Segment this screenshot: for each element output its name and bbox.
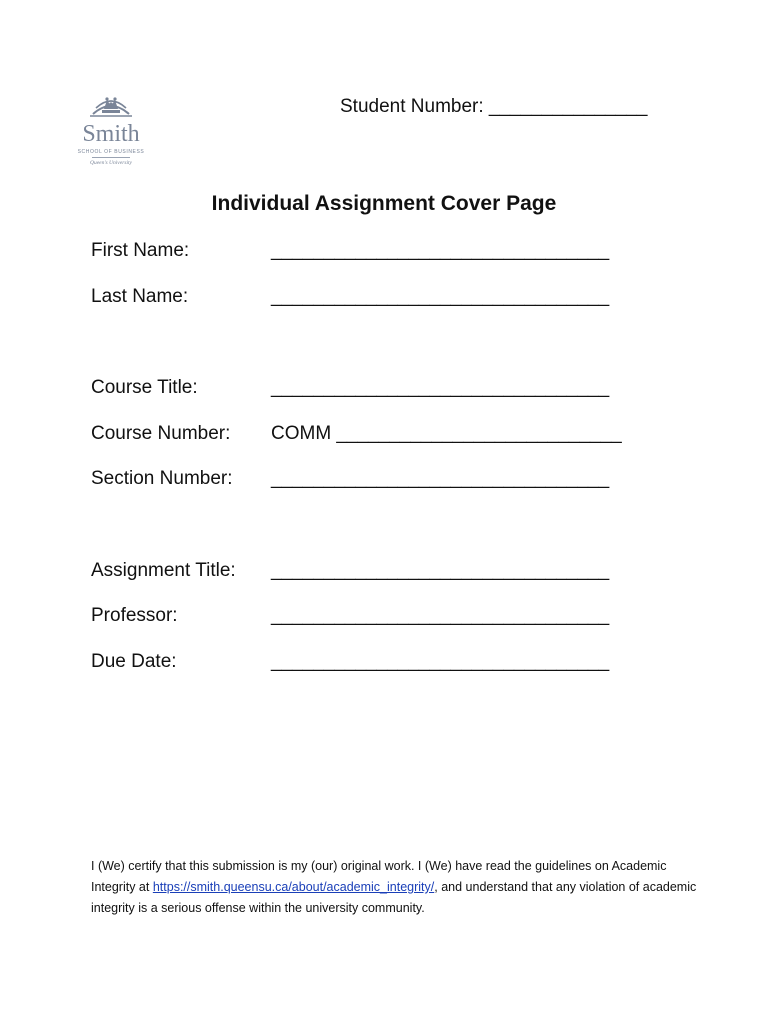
course-title-field[interactable]: ________________________________	[271, 377, 610, 398]
logo-wordmark: Smith	[82, 121, 140, 147]
last-name-label: Last Name:	[91, 286, 189, 307]
form-row-first-name	[91, 240, 691, 266]
logo-subtitle: SCHOOL OF BUSINESS	[77, 149, 145, 155]
form-row-section-number	[91, 468, 691, 494]
assignment-title-field[interactable]: ________________________________	[271, 560, 610, 581]
first-name-label: First Name:	[91, 240, 190, 261]
student-number-label: Student Number:	[340, 96, 484, 117]
form-row-course-title	[91, 377, 691, 403]
professor-field[interactable]: ________________________________	[271, 605, 610, 626]
logo-divider	[92, 157, 130, 158]
due-date-field[interactable]: ________________________________	[271, 651, 610, 672]
first-name-field[interactable]: ________________________________	[271, 240, 610, 261]
course-number-field[interactable]: COMM ___________________________	[271, 423, 622, 444]
due-date-label: Due Date:	[91, 651, 177, 672]
course-title-label: Course Title:	[91, 377, 198, 398]
professor-label: Professor:	[91, 605, 178, 626]
student-number-input[interactable]: _______________	[488, 96, 648, 117]
form-row-assignment-title	[91, 560, 691, 586]
page-title: Individual Assignment Cover Page	[211, 192, 557, 215]
form-row-course-number	[91, 423, 691, 449]
form-row-professor	[91, 605, 691, 631]
crown-icon	[76, 94, 146, 122]
section-number-label: Section Number:	[91, 468, 233, 489]
form-row-due-date	[91, 651, 691, 677]
logo-university: Queen's University	[90, 160, 132, 166]
smith-school-logo	[76, 94, 148, 174]
certification-text-after: , and understand that any violation of academic integrity is a serious offense within the university community.	[91, 880, 697, 915]
integrity-certification	[91, 856, 701, 919]
assignment-title-label: Assignment Title:	[91, 560, 236, 581]
section-number-field[interactable]: ________________________________	[271, 468, 610, 489]
form-row-last-name	[91, 286, 691, 312]
student-number-line	[340, 96, 647, 118]
certification-text-before: I (We) certify that this submission is my (our) original work. I (We) have read the guidelines on Academic Integrity at	[91, 859, 667, 894]
last-name-field[interactable]: ________________________________	[271, 286, 610, 307]
course-number-label: Course Number:	[91, 423, 231, 444]
academic-integrity-link[interactable]: https://smith.queensu.ca/about/academic_integrity/	[152, 880, 435, 894]
